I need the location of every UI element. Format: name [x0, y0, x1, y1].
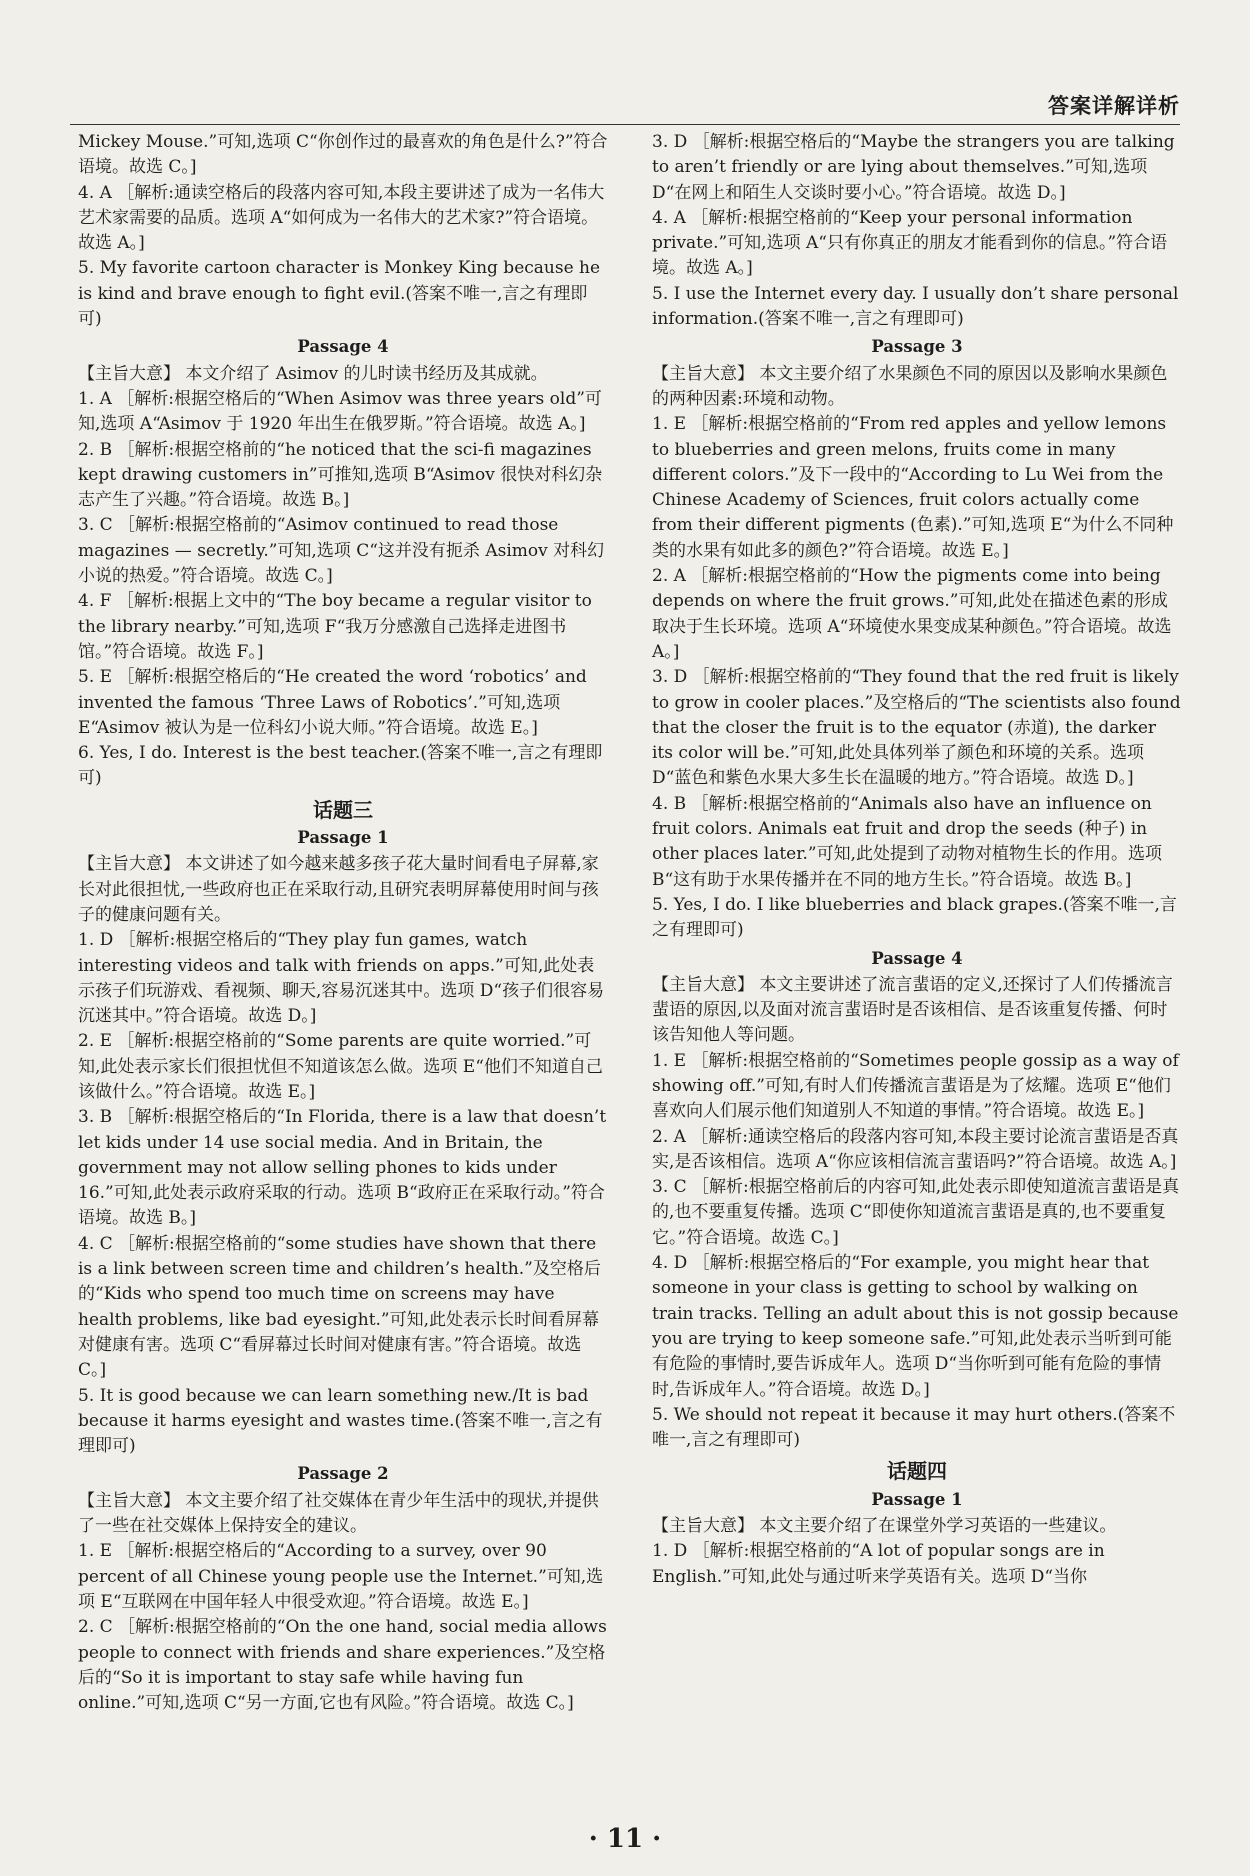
answer-item: 1. D ［解析:根据空格前的“A lot of popular songs are in English.”可知,此处与通过听来学英语有关。选项 D“当你 — [652, 1541, 1105, 1587]
answer-item: 2. E ［解析:根据空格前的“Some parents are quite worried.”可知,此处表示家长们很担忧但不知道该怎么做。选项 E“他们不知道自己该做什么。”符合语境。故选 E。] — [78, 1031, 603, 1102]
answer-item: 6. Yes, I do. Interest is the best teacher.(答案不唯一,言之有理即可) — [78, 743, 603, 789]
answer-item: 5. We should not repeat it because it may hurt others.(答案不唯一,言之有理即可) — [652, 1404, 1176, 1451]
answer-item: 5. My favorite cartoon character is Monkey King because he is kind and brave enough to fight evil.(答案不唯一,言之有理即可) — [78, 258, 601, 330]
answer-item: 2. A ［解析:通读空格后的段落内容可知,本段主要讨论流言蜚语是否真实,是否该相信。选项 A“你应该相信流言蜚语吗?”符合语境。故选 A。] — [652, 1126, 1179, 1172]
answer-item: 4. A ［解析:通读空格后的段落内容可知,本段主要讲述了成为一名伟大艺术家需要的品质。选项 A“如何成为一名伟大的艺术家?”符合语境。故选 A。] — [78, 182, 605, 254]
answer-item: 1. E ［解析:根据空格前的“Sometimes people gossip as a way of showing off.”可知,有时人们传播流言蜚语是为了炫耀。选项 E“他们喜欢向人们展示他们知道别人不知道的事情。”符合语境。故选 E。] — [652, 1050, 1179, 1122]
answer-item: 2. B ［解析:根据空格前的“he noticed that the sci-fi magazines kept drawing customers in”可推知,选项 B“Asimov 很快对科幻杂志产生了兴趣。”符合语境。故选 B。] — [78, 439, 603, 511]
answer-item: 4. A ［解析:根据空格前的“Keep your personal information private.”可知,选项 A“只有你真正的朋友才能看到你的信息。”符合语境。故选 A。] — [652, 207, 1168, 279]
header-rule — [70, 124, 1180, 125]
page-number: · 11 · — [588, 1824, 662, 1854]
answer-item: 3. B ［解析:根据空格后的“In Florida, there is a law that doesn’t let kids under 14 use social media. And in Britain, the government may not allow selling phones to kids under 16.”可知,此处表示政府采取的行动。选项 B“政府正在采取行动。”符合语境。故选 B。] — [78, 1107, 607, 1229]
answer-item: 1. E ［解析:根据空格前的“From red apples and yellow lemons to blueberries and green melons, fruits come in many different colors.”及下一段中的“According to Lu Wei from the Chinese Academy of Sciences, fruit colors actually come from their different pigments (色素).”可知,选项 E“为什么不同种类的水果有如此多的颜色?”符合语境。故选 E。] — [652, 414, 1174, 561]
answer-item: 5. E ［解析:根据空格后的“He created the word ‘robotics’ and invented the famous ‘Three Laws of Robotics’.”可知,选项 E“Asimov 被认为是一位科幻小说大师。”符合语境。故选 E。] — [78, 667, 587, 738]
topic-heading: 话题三 — [313, 797, 373, 822]
passage-heading: Passage 1 — [297, 828, 389, 848]
answer-item: 【主旨大意】 本文主要介绍了社交媒体在青少年生活中的现状,并提供了一些在社交媒体上保持安全的建议。 — [78, 1490, 599, 1537]
header-title: 答案详解详析 — [1048, 94, 1180, 118]
answer-item: 4. B ［解析:根据空格前的“Animals also have an influence on fruit colors. Animals eat fruit and drop the seeds (种子) in other places later.”可知,此处提到了动物对植物生长的作用。选项 B“这有助于水果传播并在不同的地方生长。”符合语境。故选 B。] — [652, 793, 1162, 890]
passage-heading: Passage 2 — [297, 1464, 389, 1484]
answer-item: 5. It is good because we can learn something new./It is bad because it harms eyesight and wastes time.(答案不唯一,言之有理即可) — [78, 1385, 603, 1457]
passage-heading: Passage 1 — [871, 1489, 963, 1509]
answer-item: 4. D ［解析:根据空格后的“For example, you might hear that someone in your class is getting to school by walking on train tracks. Telling an adult about this is not gossip because you are trying to keep someone safe.”可知,此处表示当听到可能有危险的事情时,要告诉成年人。选项 D“当你听到可能有危险的事情时,告诉成年人。”符合语境。故选 D。] — [652, 1253, 1179, 1400]
left-column — [78, 130, 608, 1716]
answer-item: 【主旨大意】 本文主要讲述了流言蜚语的定义,还探讨了人们传播流言蜚语的原因,以及面对流言蜚语时是否该相信、是否该重复传播、何时该告知他人等问题。 — [652, 974, 1173, 1046]
answer-item: 5. Yes, I do. I like blueberries and black grapes.(答案不唯一,言之有理即可) — [652, 894, 1177, 941]
passage-heading: Passage 4 — [871, 948, 963, 968]
answer-item: 3. C ［解析:根据空格前的“Asimov continued to read those magazines — secretly.”可知,选项 C“这并没有扼杀 Asimov 对科幻小说的热爱。”符合语境。故选 C。] — [78, 515, 605, 587]
answer-item: 【主旨大意】 本文讲述了如今越来越多孩子花大量时间看电子屏幕,家长对此很担忧,一些政府也正在采取行动,且研究表明屏幕使用时间与孩子的健康问题有关。 — [78, 854, 599, 925]
answer-item: 4. C ［解析:根据空格前的“some studies have shown that there is a link between screen time and children’s health.”及空格后的“Kids who spend too much time on screens may have health problems, like bad eyesight.”可知,此处表示长时间看屏幕对健康有害。选项 C“看屏幕过长时间对健康有害。”符合语境。故选 C。] — [78, 1233, 601, 1381]
right-column — [652, 130, 1182, 1590]
answer-item: 3. D ［解析:根据空格前的“They found that the red fruit is likely to grow in cooler places.”及空格后的“The scientists also found that the closer the fruit is to the equator (赤道), the darker its color will be.”可知,此处具体列举了颜色和环境的关系。选项 D“蓝色和紫色水果大多生长在温暖的地方。”符合语境。故选 D。] — [652, 667, 1181, 789]
answer-item: 5. I use the Internet every day. I usually don’t share personal information.(答案不唯一,言之有理即可) — [652, 283, 1179, 330]
answer-item: Mickey Mouse.”可知,选项 C“你创作过的最喜欢的角色是什么?”符合语境。故选 C。] — [78, 132, 608, 178]
answer-item: 3. D ［解析:根据空格后的“Maybe the strangers you are talking to aren’t friendly or are lying about themselves.”可知,选项 D“在网上和陌生人交谈时要小心。”符合语境。故选 D。] — [652, 132, 1175, 203]
answer-item: 1. A ［解析:根据空格后的“When Asimov was three years old”可知,选项 A“Asimov 于 1920 年出生在俄罗斯。”符合语境。故选 A。] — [78, 388, 602, 435]
answer-item: 4. F ［解析:根据上文中的“The boy became a regular visitor to the library nearby.”可知,选项 F“我万分感激自己选择走进图书馆。”符合语境。故选 F。] — [78, 591, 592, 662]
answer-item: 【主旨大意】 本文介绍了 Asimov 的儿时读书经历及其成就。 — [78, 363, 548, 384]
passage-heading: Passage 4 — [297, 337, 389, 357]
answer-item: 2. A ［解析:根据空格前的“How the pigments come into being depends on where the fruit grows.”可知,此处在描述色素的形成取决于生长环境。选项 A“环境使水果变成某种颜色。”符合语境。故选 A。] — [652, 566, 1172, 662]
answer-item: 3. C ［解析:根据空格前后的内容可知,此处表示即使知道流言蜚语是真的,也不要重复传播。选项 C“即使你知道流言蜚语是真的,也不要重复它。”符合语境。故选 C。] — [652, 1177, 1180, 1248]
answer-item: 【主旨大意】 本文主要介绍了在课堂外学习英语的一些建议。 — [652, 1516, 1117, 1537]
answer-item: 【主旨大意】 本文主要介绍了水果颜色不同的原因以及影响水果颜色的两种因素:环境和动物。 — [652, 363, 1168, 409]
answer-item: 2. C ［解析:根据空格前的“On the one hand, social media allows people to connect with friends and share experiences.”及空格后的“So it is important to stay safe while having fun online.”可知,选项 C“另一方面,它也有风险。”符合语境。故选 C。] — [78, 1617, 607, 1714]
passage-heading: Passage 3 — [871, 337, 963, 357]
topic-heading: 话题四 — [887, 1459, 947, 1484]
answer-item: 1. E ［解析:根据空格后的“According to a survey, over 90 percent of all Chinese young people use the Internet.”可知,选项 E“互联网在中国年轻人中很受欢迎。”符合语境。故选 E。] — [78, 1541, 604, 1612]
answer-item: 1. D ［解析:根据空格后的“They play fun games, watch interesting videos and talk with friends on apps.”可知,此处表示孩子们玩游戏、看视频、聊天,容易沉迷其中。选项 D“孩子们很容易沉迷其中。”符合语境。故选 D。] — [78, 930, 605, 1027]
